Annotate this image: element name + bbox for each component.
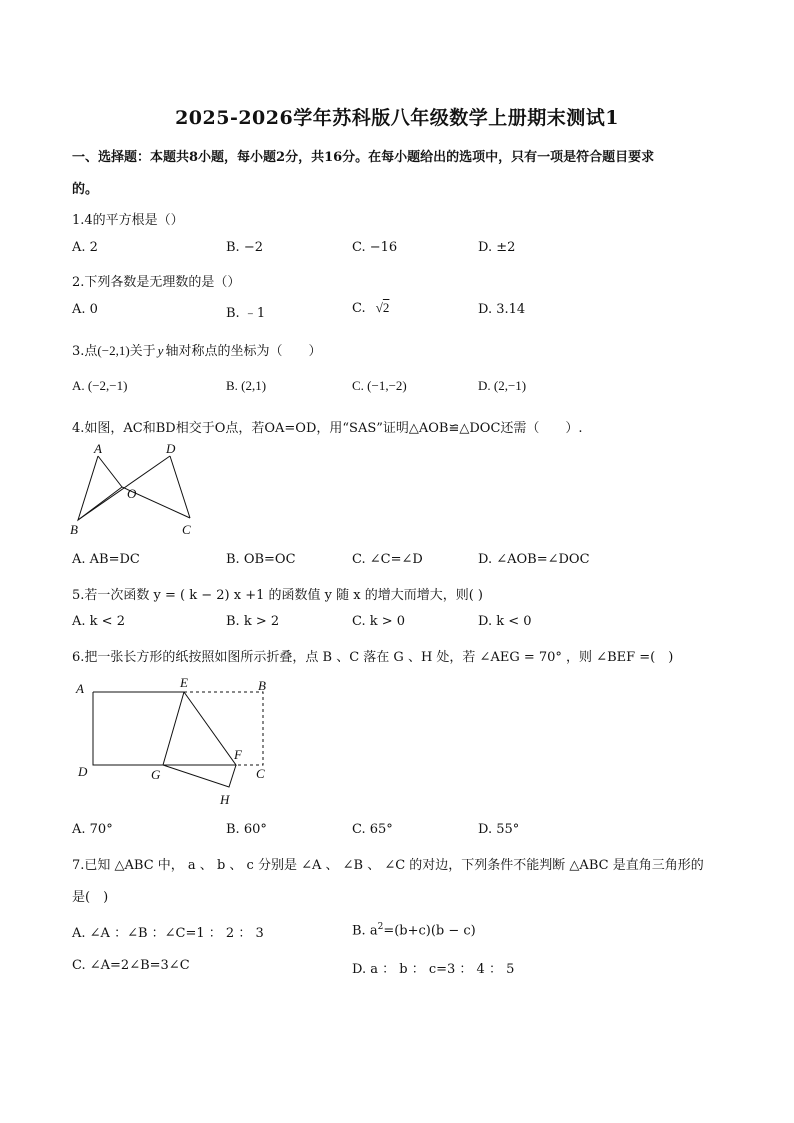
question-6-stem: 6.把一张长方形的纸按照如图所示折叠，点 B 、C 落在 G 、H 处，若 ∠AEG = 70° ，则 ∠BEF =( )	[72, 650, 674, 665]
q4-option-a: A. AB=DC	[72, 552, 140, 567]
q6-label-b: B	[258, 678, 266, 693]
q6-option-c: C. 65°	[352, 822, 393, 837]
q3-option-b: B. (2,1)	[226, 378, 267, 393]
q3-option-a: A. (−2,−1)	[72, 378, 128, 393]
q7-option-b-exponent: 2	[377, 922, 384, 932]
q4-option-c: C. ∠C=∠D	[352, 552, 423, 567]
q4-line-ac	[98, 456, 190, 518]
q4-label-c: C	[182, 522, 191, 537]
q7-option-d: D. a ： b ： c=3 ： 4 ： 5	[352, 962, 515, 977]
q6-option-a: A. 70°	[72, 822, 113, 837]
q6-label-f: F	[234, 747, 242, 762]
q6-label-g: G	[151, 767, 161, 782]
q4-label-d: D	[166, 441, 176, 456]
q3-stem-end: 轴对称点的坐标为（ ）	[165, 344, 322, 359]
question-7-stem-line2: 是( )	[72, 890, 109, 905]
q6-option-b: B. 60°	[226, 822, 267, 837]
section-heading-line1: 一、选择题：本题共8小题，每小题2分，共16分。在每小题给出的选项中，只有一项是符合题目要求	[72, 150, 655, 165]
q6-label-d: D	[78, 764, 88, 779]
q2-option-c-prefix: C.	[352, 301, 366, 316]
q6-label-h: H	[220, 792, 230, 807]
q2-option-c	[352, 300, 389, 316]
q4-line-db	[78, 456, 170, 520]
q5-option-c: C. k > 0	[352, 614, 406, 629]
q2-option-d: D. 3.14	[478, 302, 526, 317]
q4-figure	[66, 440, 206, 542]
q7-option-c: C. ∠A=2∠B=3∠C	[72, 958, 190, 973]
q2-option-b: B. ﹣1	[226, 306, 266, 321]
q4-label-b: B	[70, 522, 78, 537]
question-1-stem: 1.4的平方根是（）	[72, 213, 184, 228]
q2-option-a: A. 0	[72, 302, 98, 317]
q1-option-b: B. −2	[226, 240, 263, 255]
q6-label-e: E	[180, 675, 188, 690]
q6-option-d: D. 55°	[478, 822, 520, 837]
q5-option-d: D. k < 0	[478, 614, 532, 629]
page-title: 2025-2026学年苏科版八年级数学上册期末测试1	[175, 107, 619, 129]
q1-option-c: C. −16	[352, 240, 398, 255]
q5-option-b: B. k > 2	[226, 614, 280, 629]
question-7-stem-line1: 7.已知 △ABC 中， a 、 b 、 c 分别是 ∠A 、 ∠B 、 ∠C 的对边，下列条件不能判断 △ABC 是直角三角形的	[72, 858, 704, 873]
q6-folded-region	[184, 692, 263, 765]
question-5-stem: 5.若一次函数 y = ( k − 2) x +1 的函数值 y 随 x 的增大而增大，则( )	[72, 588, 483, 603]
q7-option-b-pre: B. a	[352, 923, 378, 939]
q4-option-b: B. OB=OC	[226, 552, 296, 567]
q4-triangle-aob	[78, 456, 122, 520]
q4-line-dc	[170, 456, 190, 518]
q4-option-d: D. ∠AOB=∠DOC	[478, 552, 590, 567]
q1-option-d: D. ±2	[478, 240, 516, 255]
q3-option-d: D. (2,−1)	[478, 378, 527, 393]
q6-triangle-egf	[163, 692, 236, 765]
q7-option-b-post: =(b+c)(b − c)	[383, 923, 476, 939]
question-4-stem: 4.如图，AC和BD相交于O点，若OA=OD，用“SAS”证明△AOB≌△DOC还需（ ）.	[72, 421, 583, 436]
q7-option-a: A. ∠A ：∠B ：∠C=1 ： 2 ： 3	[72, 926, 264, 941]
sqrt-symbol: √2	[375, 300, 390, 315]
q3-option-c: C. (−1,−2)	[352, 378, 407, 393]
q6-edge-adg	[93, 692, 163, 765]
sqrt-radicand: 2	[382, 300, 390, 315]
q4-label-a: A	[94, 441, 102, 456]
question-2-stem: 2.下列各数是无理数的是（）	[72, 275, 241, 290]
q3-point: (−2,1)	[97, 343, 130, 358]
question-3-stem	[72, 340, 321, 359]
q4-label-o: O	[127, 486, 137, 501]
q1-option-a: A. 2	[72, 240, 98, 255]
q3-stem-post: 关于	[129, 344, 156, 359]
section-heading-line2: 的。	[72, 182, 99, 197]
q3-stem-pre: 3.点	[72, 344, 98, 359]
q7-option-b	[352, 922, 476, 938]
q6-figure	[66, 672, 286, 812]
q6-triangle-ghf	[163, 765, 236, 787]
q6-label-a: A	[76, 681, 84, 696]
q6-label-c: C	[256, 766, 265, 781]
q5-option-a: A. k < 2	[72, 614, 125, 629]
q3-axis-var: y	[157, 343, 164, 358]
